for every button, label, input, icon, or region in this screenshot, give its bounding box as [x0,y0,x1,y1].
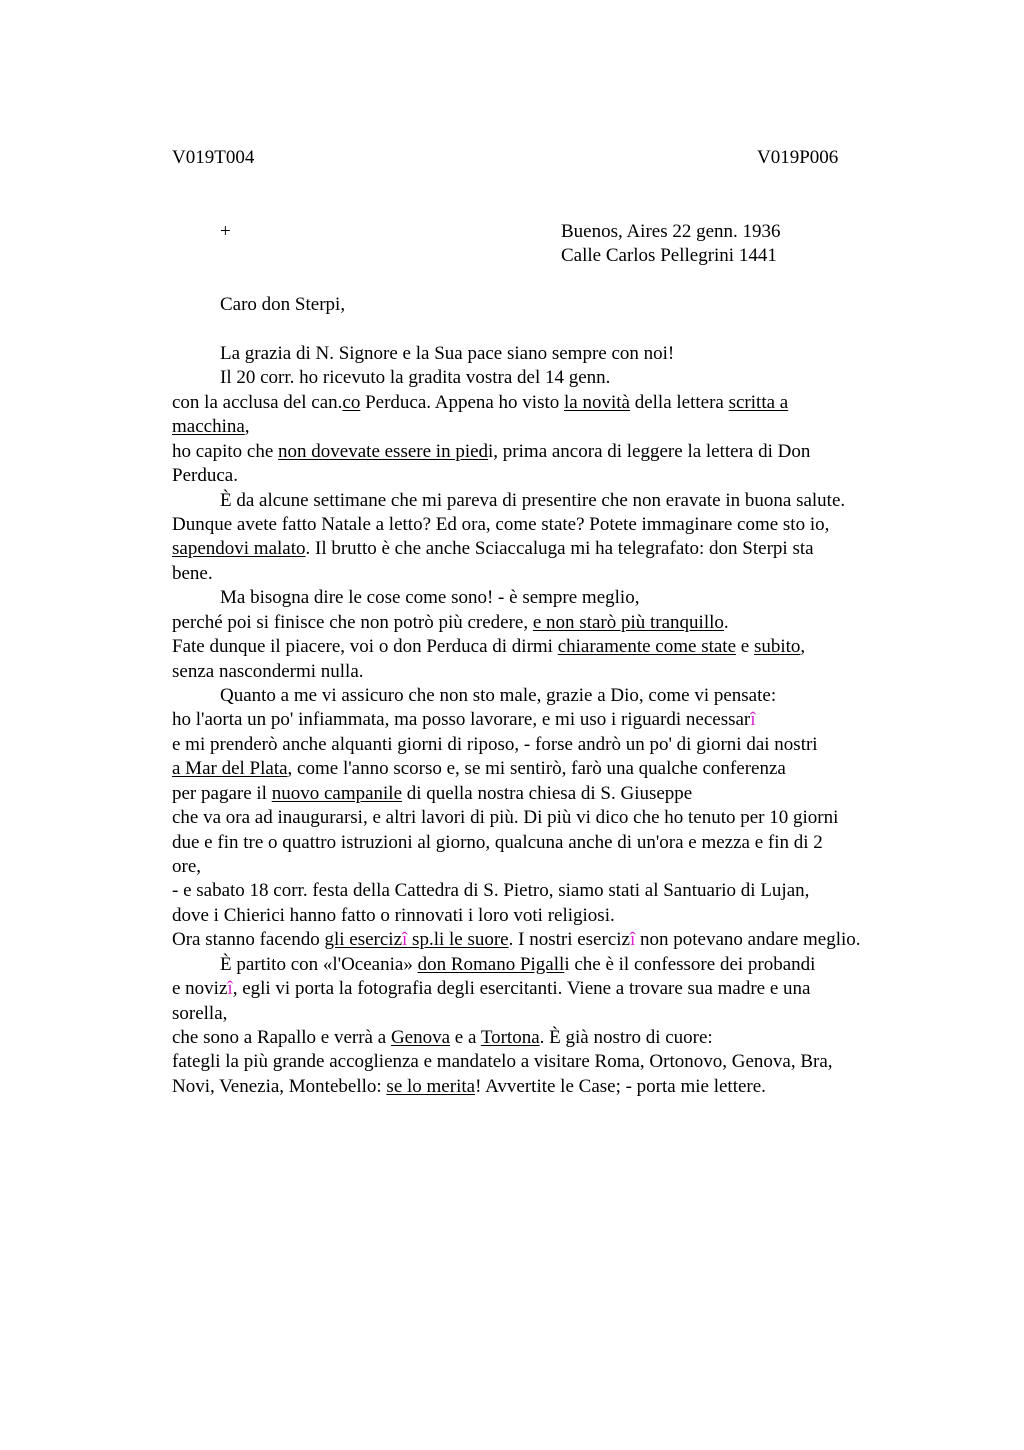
body-line: Novi, Venezia, Montebello: se lo merita! Avvertite le Case; - porta mie lettere. [172,1076,766,1097]
body-line: dove i Chierici hanno fatto o rinnovati i loro voti religiosi. [172,905,615,926]
body-line: È partito con «l'Oceania» don Romano Pigalli che è il confessore dei probandi [220,954,816,975]
body-line: ho l'aorta un po' infiammata, ma posso lavorare, e mi uso i riguardi necessarî [172,709,756,730]
underlined-text: macchina [172,416,245,437]
body-line: macchina, [172,416,250,437]
underlined-text: chiaramente come state [557,636,737,657]
underlined-text: nuovo campanile [271,783,403,804]
underlined-text: subito [753,636,801,657]
body-line: perché poi si finisce che non potrò più credere, e non starò più tranquillo. [172,612,729,633]
body-line: Dunque avete fatto Natale a letto? Ed ora, come state? Potete immaginare come sto io, [172,514,830,535]
body-line: Perduca. [172,465,238,486]
accent-mark: î [629,929,636,950]
body-line: e mi prenderò anche alquanti giorni di riposo, - forse andrò un po' di giorni dai nostri [172,734,818,755]
accent-mark: î [402,929,408,950]
body-line: ho capito che non dovevate essere in piedi, prima ancora di leggere la lettera di Don [172,441,811,462]
body-line: ore, [172,856,202,877]
body-line: sapendovi malato. Il brutto è che anche Sciaccaluga mi ha telegrafato: don Sterpi sta [172,538,814,559]
underlined-text: se lo merita [386,1076,476,1097]
body-line: senza nascondermi nulla. [172,661,364,682]
underlined-text: don Romano Pigall [417,954,565,975]
body-line: - e sabato 18 corr. festa della Cattedra di S. Pietro, siamo stati al Santuario di Lujan, [172,880,810,901]
accent-mark: î [227,978,233,999]
underlined-text: Genova [390,1027,451,1048]
underlined-text: e non starò più tranquillo [532,612,724,633]
body-line: Il 20 corr. ho ricevuto la gradita vostra del 14 genn. [220,367,611,388]
date-line: Buenos, Aires 22 genn. 1936 [561,221,781,242]
document-code-left: V019T004 [172,147,255,168]
underlined-text: non dovevate essere in pied [278,441,489,462]
body-line: Ma bisogna dire le cose come sono! - è sempre meglio, [220,587,640,608]
salutation: Caro don Sterpi, [220,294,346,315]
body-line: bene. [172,563,213,584]
body-line: per pagare il nuovo campanile di quella nostra chiesa di S. Giuseppe [172,783,693,804]
body-line: Quanto a me vi assicuro che non sto male, grazie a Dio, come vi pensate: [220,685,777,706]
address-line: Calle Carlos Pellegrini 1441 [561,245,777,266]
body-line: due e fin tre o quattro istruzioni al giorno, qualcuna anche di un'ora e mezza e fin di 2 [172,832,823,853]
underlined-text: scritta a [728,392,789,413]
body-line: con la acclusa del can.co Perduca. Appena ho visto la novità della lettera scritta a [172,392,789,413]
body-line: che va ora ad inaugurarsi, e altri lavori di più. Di più vi dico che ho tenuto per 10 giorni [172,807,839,828]
underlined-text: sapendovi malato [172,538,306,559]
body-line: che sono a Rapallo e verrà a Genova e a Tortona. È già nostro di cuore: [172,1027,713,1048]
body-line: fategli la più grande accoglienza e mandatelo a visitare Roma, Ortonovo, Genova, Bra, [172,1051,833,1072]
body-line: Ora stanno facendo gli esercizî sp.li le suore. I nostri esercizî non potevano andare meglio. [172,929,861,950]
underlined-text: la novità [564,392,630,413]
body-line: È da alcune settimane che mi pareva di presentire che non eravate in buona salute. [220,490,846,511]
document-code-right: V019P006 [757,147,839,168]
body-line: La grazia di N. Signore e la Sua pace siano sempre con noi! [220,343,675,364]
accent-mark: î [750,709,756,730]
cross-symbol: + [220,221,231,242]
body-line: sorella, [172,1003,228,1024]
underlined-text: gli esercizî sp.li le suore [324,929,509,950]
underlined-text: co [342,392,361,413]
underlined-text: Tortona [480,1027,540,1048]
underlined-text: a Mar del Plata [172,758,288,779]
body-line: e novizî, egli vi porta la fotografia degli esercitanti. Viene a trovare sua madre e una [172,978,811,999]
body-line: a Mar del Plata, come l'anno scorso e, se mi sentirò, farò una qualche conferenza [172,758,786,779]
body-line: Fate dunque il piacere, voi o don Perduca di dirmi chiaramente come state e subito, [172,636,806,657]
